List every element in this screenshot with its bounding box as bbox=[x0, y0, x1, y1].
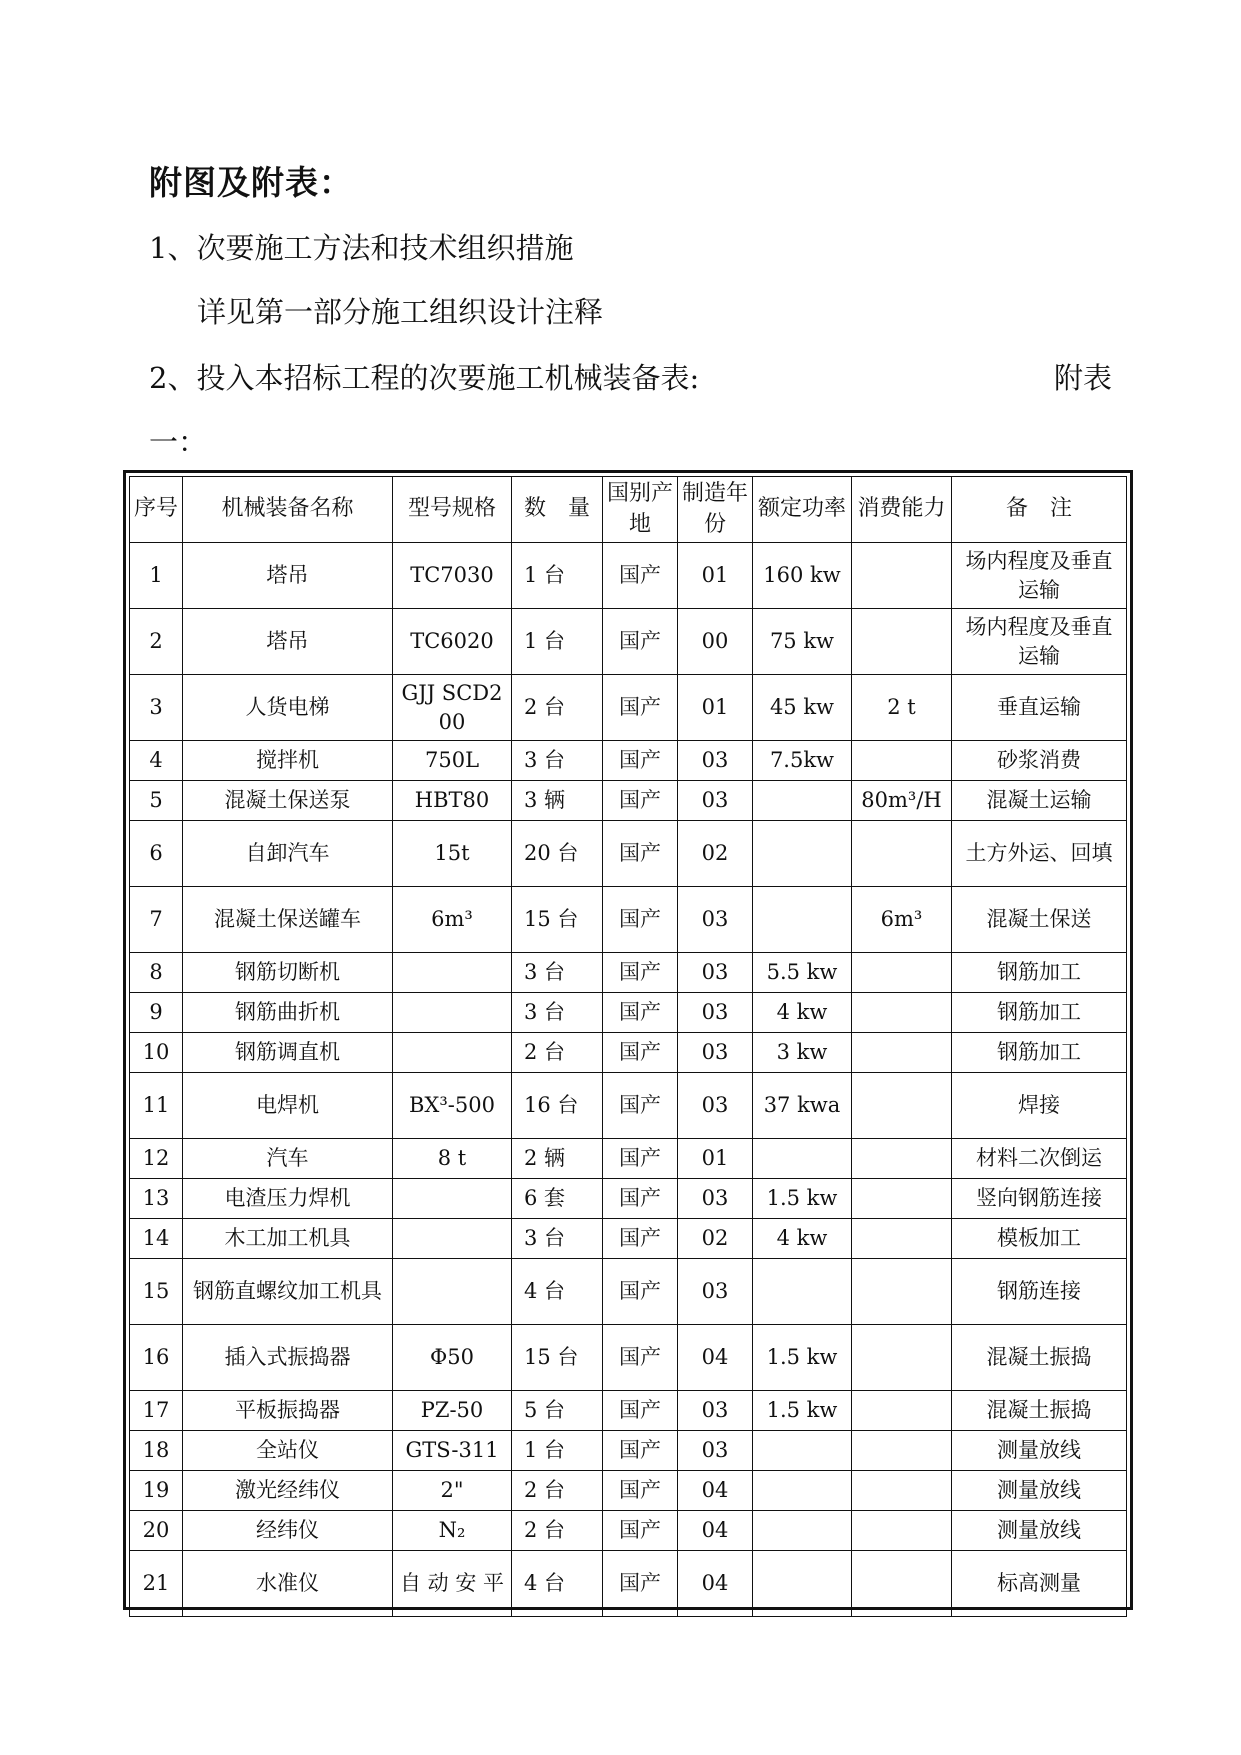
table-row bbox=[130, 1551, 1127, 1617]
table-cell: 国产 bbox=[603, 1219, 678, 1259]
table-cell: Φ50 bbox=[393, 1325, 512, 1391]
table-cell: 经纬仪 bbox=[183, 1511, 393, 1551]
table-cell: 15t bbox=[393, 821, 512, 887]
table-cell: 04 bbox=[678, 1511, 753, 1551]
header-cell: 国别产地 bbox=[603, 477, 678, 543]
table-cell: 15 bbox=[130, 1259, 183, 1325]
table-cell: 1 台 bbox=[512, 1431, 603, 1471]
table-cell bbox=[852, 953, 952, 993]
table-cell: 1.5 kw bbox=[753, 1179, 852, 1219]
table-cell: 7 bbox=[130, 887, 183, 953]
table-cell: 国产 bbox=[603, 781, 678, 821]
item-2-title: 2、投入本招标工程的次要施工机械装备表: bbox=[149, 361, 700, 395]
header-cell: 数 量 bbox=[512, 477, 603, 543]
table-cell: 01 bbox=[678, 675, 753, 741]
table-cell: 国产 bbox=[603, 821, 678, 887]
table-cell bbox=[852, 1431, 952, 1471]
table-cell: 2 台 bbox=[512, 675, 603, 741]
header-cell: 制造年份 bbox=[678, 477, 753, 543]
table-cell: 16 台 bbox=[512, 1073, 603, 1139]
table-cell: 2 bbox=[130, 609, 183, 675]
table-cell: 4 台 bbox=[512, 1259, 603, 1325]
table-cell: 3 辆 bbox=[512, 781, 603, 821]
table-row bbox=[130, 543, 1127, 609]
table-cell: 75 kw bbox=[753, 609, 852, 675]
table-cell bbox=[852, 1391, 952, 1431]
table-cell bbox=[852, 1073, 952, 1139]
table-cell: 钢筋曲折机 bbox=[183, 993, 393, 1033]
table-cell: 03 bbox=[678, 993, 753, 1033]
table-cell: 塔吊 bbox=[183, 609, 393, 675]
table-cell: 钢筋直螺纹加工机具 bbox=[183, 1259, 393, 1325]
table-row bbox=[130, 781, 1127, 821]
table-cell: 场内程度及垂直运输 bbox=[952, 543, 1127, 609]
table-cell: 6 套 bbox=[512, 1179, 603, 1219]
table-cell: 03 bbox=[678, 741, 753, 781]
table-cell bbox=[852, 1471, 952, 1511]
table-cell: 02 bbox=[678, 1219, 753, 1259]
table-cell: 04 bbox=[678, 1325, 753, 1391]
header-cell: 序号 bbox=[130, 477, 183, 543]
table-cell: 45 kw bbox=[753, 675, 852, 741]
table-cell bbox=[393, 1033, 512, 1073]
table-cell: 80m³/H bbox=[852, 781, 952, 821]
table-row bbox=[130, 1431, 1127, 1471]
table-cell: 2 t bbox=[852, 675, 952, 741]
table-cell: 混凝土振捣 bbox=[952, 1325, 1127, 1391]
table-cell: TC6020 bbox=[393, 609, 512, 675]
header-cell: 机械装备名称 bbox=[183, 477, 393, 543]
table-cell: 21 bbox=[130, 1551, 183, 1617]
table-cell: 04 bbox=[678, 1551, 753, 1617]
table-cell: 4 bbox=[130, 741, 183, 781]
table-cell: 钢筋连接 bbox=[952, 1259, 1127, 1325]
table-cell bbox=[393, 993, 512, 1033]
table-cell: 04 bbox=[678, 1471, 753, 1511]
table-cell: 2 辆 bbox=[512, 1139, 603, 1179]
table-row bbox=[130, 887, 1127, 953]
table-cell: 12 bbox=[130, 1139, 183, 1179]
table-cell: GJJ SCD200 bbox=[393, 675, 512, 741]
table-cell: 木工加工机具 bbox=[183, 1219, 393, 1259]
table-cell bbox=[852, 1139, 952, 1179]
table-cell bbox=[753, 1551, 852, 1617]
table-cell: 混凝土振捣 bbox=[952, 1391, 1127, 1431]
table-cell: 3 台 bbox=[512, 1219, 603, 1259]
table-cell: 国产 bbox=[603, 1033, 678, 1073]
table-cell: 15 台 bbox=[512, 1325, 603, 1391]
table-cell: 钢筋切断机 bbox=[183, 953, 393, 993]
table-cell: 标高测量 bbox=[952, 1551, 1127, 1617]
item-2-table-tag-continued: 一： bbox=[149, 425, 208, 459]
table-cell: 2 台 bbox=[512, 1471, 603, 1511]
table-cell: 4 台 bbox=[512, 1551, 603, 1617]
table-cell: 垂直运输 bbox=[952, 675, 1127, 741]
table-cell: 8 t bbox=[393, 1139, 512, 1179]
table-cell bbox=[852, 1551, 952, 1617]
table-row bbox=[130, 1325, 1127, 1391]
table-cell: 土方外运、回填 bbox=[952, 821, 1127, 887]
table-cell: 材料二次倒运 bbox=[952, 1139, 1127, 1179]
table-cell bbox=[852, 1259, 952, 1325]
table-cell: 19 bbox=[130, 1471, 183, 1511]
table-cell: 汽车 bbox=[183, 1139, 393, 1179]
table-cell: 国产 bbox=[603, 609, 678, 675]
header-cell: 备 注 bbox=[952, 477, 1127, 543]
table-cell: 11 bbox=[130, 1073, 183, 1139]
table-cell: 3 kw bbox=[753, 1033, 852, 1073]
table-cell: 自卸汽车 bbox=[183, 821, 393, 887]
table-cell: 国产 bbox=[603, 1259, 678, 1325]
table-cell: 1 台 bbox=[512, 609, 603, 675]
table-cell: 国产 bbox=[603, 993, 678, 1033]
table-cell: 3 台 bbox=[512, 993, 603, 1033]
table-cell: 砂浆消费 bbox=[952, 741, 1127, 781]
table-row bbox=[130, 609, 1127, 675]
table-cell: 测量放线 bbox=[952, 1431, 1127, 1471]
table-cell: 750L bbox=[393, 741, 512, 781]
table-cell: GTS-311 bbox=[393, 1431, 512, 1471]
table-cell: 5 bbox=[130, 781, 183, 821]
table-cell: 混凝土保送泵 bbox=[183, 781, 393, 821]
table-row bbox=[130, 1033, 1127, 1073]
table-cell bbox=[852, 543, 952, 609]
table-cell: 03 bbox=[678, 781, 753, 821]
table-cell: 17 bbox=[130, 1391, 183, 1431]
table-cell bbox=[753, 821, 852, 887]
table-cell: 国产 bbox=[603, 1139, 678, 1179]
table-cell: 焊接 bbox=[952, 1073, 1127, 1139]
table-cell: 00 bbox=[678, 609, 753, 675]
table-cell: 钢筋加工 bbox=[952, 993, 1127, 1033]
table-cell: 国产 bbox=[603, 953, 678, 993]
table-cell: 8 bbox=[130, 953, 183, 993]
table-cell: 国产 bbox=[603, 1179, 678, 1219]
table-cell: 全站仪 bbox=[183, 1431, 393, 1471]
table-cell bbox=[852, 1219, 952, 1259]
table-cell: HBT80 bbox=[393, 781, 512, 821]
table-cell: 国产 bbox=[603, 1073, 678, 1139]
table-cell: 测量放线 bbox=[952, 1471, 1127, 1511]
table-cell: 国产 bbox=[603, 675, 678, 741]
page-heading: 附图及附表： bbox=[149, 163, 353, 202]
table-cell: 塔吊 bbox=[183, 543, 393, 609]
table-cell: 模板加工 bbox=[952, 1219, 1127, 1259]
table-cell bbox=[753, 1511, 852, 1551]
table-cell: 场内程度及垂直运输 bbox=[952, 609, 1127, 675]
table-cell: 人货电梯 bbox=[183, 675, 393, 741]
table-cell bbox=[852, 1325, 952, 1391]
table-cell: 平板振捣器 bbox=[183, 1391, 393, 1431]
table-row bbox=[130, 1073, 1127, 1139]
table-cell: 国产 bbox=[603, 543, 678, 609]
table-cell: 4 kw bbox=[753, 993, 852, 1033]
table-row bbox=[130, 675, 1127, 741]
table-cell: 03 bbox=[678, 1391, 753, 1431]
table-cell: 水准仪 bbox=[183, 1551, 393, 1617]
table-cell: 5.5 kw bbox=[753, 953, 852, 993]
table-row bbox=[130, 953, 1127, 993]
table-cell bbox=[852, 821, 952, 887]
table-cell: 3 台 bbox=[512, 741, 603, 781]
table-row bbox=[130, 1219, 1127, 1259]
table-cell bbox=[852, 741, 952, 781]
table-cell: 6m³ bbox=[393, 887, 512, 953]
table-cell: 钢筋加工 bbox=[952, 953, 1127, 993]
table-cell: 混凝土保送罐车 bbox=[183, 887, 393, 953]
table-cell: 钢筋加工 bbox=[952, 1033, 1127, 1073]
table-row bbox=[130, 1511, 1127, 1551]
table-cell: 电渣压力焊机 bbox=[183, 1179, 393, 1219]
table-cell: 03 bbox=[678, 1073, 753, 1139]
table-row bbox=[130, 741, 1127, 781]
item-1-detail: 详见第一部分施工组织设计注释 bbox=[197, 295, 604, 329]
table-cell: 混凝土保送 bbox=[952, 887, 1127, 953]
table-cell bbox=[753, 1259, 852, 1325]
table-row bbox=[130, 821, 1127, 887]
table-cell: 国产 bbox=[603, 1431, 678, 1471]
table-cell: 01 bbox=[678, 543, 753, 609]
table-cell bbox=[393, 1259, 512, 1325]
table-cell: 20 台 bbox=[512, 821, 603, 887]
table-cell bbox=[852, 1511, 952, 1551]
table-cell: 2 台 bbox=[512, 1511, 603, 1551]
header-cell: 额定功率 bbox=[753, 477, 852, 543]
table-cell: BX³-500 bbox=[393, 1073, 512, 1139]
table-cell: 国产 bbox=[603, 1471, 678, 1511]
table-cell: 国产 bbox=[603, 1511, 678, 1551]
item-1-title: 1、次要施工方法和技术组织措施 bbox=[149, 231, 574, 265]
table-cell: 03 bbox=[678, 953, 753, 993]
item-2-table-tag: 附表 bbox=[1054, 361, 1113, 395]
table-cell: 7.5kw bbox=[753, 741, 852, 781]
table-cell: 37 kwa bbox=[753, 1073, 852, 1139]
table-cell: 02 bbox=[678, 821, 753, 887]
table-cell bbox=[393, 1179, 512, 1219]
table-cell: 5 台 bbox=[512, 1391, 603, 1431]
table-cell bbox=[852, 993, 952, 1033]
table-row bbox=[130, 1391, 1127, 1431]
table-cell: 6m³ bbox=[852, 887, 952, 953]
table-cell bbox=[753, 1139, 852, 1179]
table-cell: 03 bbox=[678, 1259, 753, 1325]
table-cell bbox=[753, 781, 852, 821]
table-cell: 竖向钢筋连接 bbox=[952, 1179, 1127, 1219]
table-cell bbox=[753, 887, 852, 953]
table-cell: 15 台 bbox=[512, 887, 603, 953]
table-cell: PZ-50 bbox=[393, 1391, 512, 1431]
table-row bbox=[130, 1259, 1127, 1325]
table-cell bbox=[393, 953, 512, 993]
table-cell: 20 bbox=[130, 1511, 183, 1551]
table-cell: TC7030 bbox=[393, 543, 512, 609]
table-cell: 16 bbox=[130, 1325, 183, 1391]
table-cell: 电焊机 bbox=[183, 1073, 393, 1139]
table-cell: 3 台 bbox=[512, 953, 603, 993]
table-cell: 国产 bbox=[603, 1551, 678, 1617]
table-row bbox=[130, 993, 1127, 1033]
table-cell bbox=[852, 1179, 952, 1219]
header-cell: 消费能力 bbox=[852, 477, 952, 543]
table-cell: 03 bbox=[678, 887, 753, 953]
table-row bbox=[130, 1139, 1127, 1179]
table-cell: 6 bbox=[130, 821, 183, 887]
table-cell: 国产 bbox=[603, 741, 678, 781]
table-cell: 18 bbox=[130, 1431, 183, 1471]
table-cell: 激光经纬仪 bbox=[183, 1471, 393, 1511]
table-cell: 01 bbox=[678, 1139, 753, 1179]
table-cell: 1.5 kw bbox=[753, 1391, 852, 1431]
equipment-table-frame bbox=[123, 470, 1133, 1610]
table-cell: 国产 bbox=[603, 1391, 678, 1431]
table-cell: 03 bbox=[678, 1179, 753, 1219]
table-cell: 160 kw bbox=[753, 543, 852, 609]
table-cell: 搅拌机 bbox=[183, 741, 393, 781]
table-cell bbox=[753, 1431, 852, 1471]
table-cell: N₂ bbox=[393, 1511, 512, 1551]
table-cell: 4 kw bbox=[753, 1219, 852, 1259]
table-cell: 9 bbox=[130, 993, 183, 1033]
table-cell: 3 bbox=[130, 675, 183, 741]
table-header-row bbox=[130, 477, 1127, 543]
table-cell: 钢筋调直机 bbox=[183, 1033, 393, 1073]
table-cell: 插入式振捣器 bbox=[183, 1325, 393, 1391]
table-cell: 2" bbox=[393, 1471, 512, 1511]
table-cell: 13 bbox=[130, 1179, 183, 1219]
table-row bbox=[130, 1179, 1127, 1219]
table-cell: 03 bbox=[678, 1431, 753, 1471]
table-row bbox=[130, 1471, 1127, 1511]
table-cell: 国产 bbox=[603, 887, 678, 953]
table-cell: 1.5 kw bbox=[753, 1325, 852, 1391]
table-cell: 混凝土运输 bbox=[952, 781, 1127, 821]
table-cell: 1 台 bbox=[512, 543, 603, 609]
table-cell: 03 bbox=[678, 1033, 753, 1073]
table-cell bbox=[852, 609, 952, 675]
table-cell bbox=[852, 1033, 952, 1073]
table-cell: 10 bbox=[130, 1033, 183, 1073]
table-cell: 14 bbox=[130, 1219, 183, 1259]
table-body bbox=[130, 543, 1127, 1617]
table-cell: 自 动 安 平 bbox=[393, 1551, 512, 1617]
table-cell: 国产 bbox=[603, 1325, 678, 1391]
table-cell bbox=[393, 1219, 512, 1259]
table-cell: 测量放线 bbox=[952, 1511, 1127, 1551]
table-cell bbox=[753, 1471, 852, 1511]
table-cell: 2 台 bbox=[512, 1033, 603, 1073]
table-cell: 1 bbox=[130, 543, 183, 609]
header-cell: 型号规格 bbox=[393, 477, 512, 543]
equipment-table bbox=[129, 476, 1127, 1617]
